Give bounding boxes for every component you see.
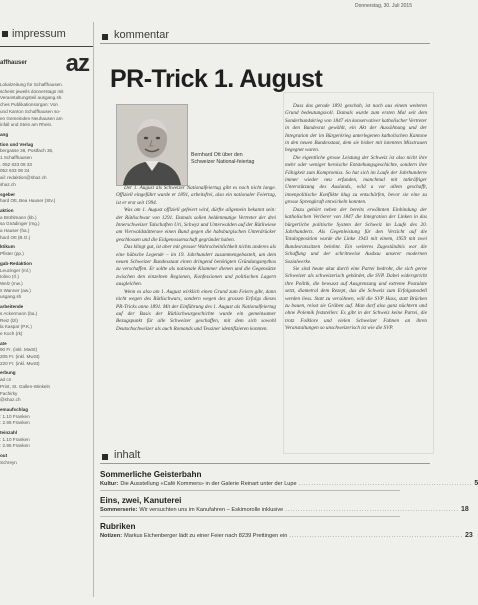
article-paragraph: Der 1. August als Schweizer Nationalfeiertag gibt es noch nicht lange. Offiziell eingeführt wurde er 1891, arbeitsfrei, also ein nationaler Feiertag, ist er erst seit 1994. (116, 185, 276, 206)
impressum-line: s Wanner (aw.) (0, 287, 31, 293)
impressum-line: . 052 633 08 33 (0, 161, 32, 167)
impressum-rule (0, 46, 93, 47)
impressum-line: erbung (0, 370, 16, 376)
square-bullet-icon (2, 31, 8, 37)
brand-logo-text: az (65, 50, 89, 77)
impressum-label: impressum (12, 28, 66, 40)
toc-keyword: Sommerserie: (100, 507, 138, 513)
toc-keyword: Notizen: (100, 533, 123, 539)
impressum-line: : 1.10 Franken (0, 436, 30, 442)
impressum-line: Welz (mw.) (0, 280, 23, 286)
impressum-line: out (0, 453, 8, 459)
impressum-line: gab-Redaktion (0, 260, 32, 266)
impressum-line: hard Ott (B.O.) (0, 234, 31, 240)
toc-title: Rubriken (100, 522, 136, 531)
impressum-line: Schreyn (0, 459, 17, 465)
article-paragraph: Sie sind heute akut durch eine Partei bedroht, die sich gerne Schweizer als schweizerisch gebärdet, die SVP. Dabei widerspricht ihre Politik, die bewusst auf Ausgrenzung und extreme Postulate setzt, diametral dem Rezept, das die Schweiz zum Erfolgsmodell werden liess. Statt zu versöhnen, will die SVP Hass, statt Brücken zu bauen, reisst sie Gräben auf. Man darf also ganz nüchtern und ohne Polemik feststellen: Es gibt in der Schweiz keine Partei, die trotz Folklore und vielen Schweizer Fahnen an ihren Veranstaltungen so unschweizerisch ist wie die SVP. (285, 265, 427, 332)
toc-keyword: Kultur: (100, 481, 119, 487)
toc-entry[interactable] (100, 506, 469, 514)
impressum-line: a Hauser (ha.) (0, 228, 30, 234)
brand-small-text: affhauser (0, 60, 28, 66)
impressum-line: Fachirky (0, 390, 18, 396)
square-bullet-icon (102, 454, 108, 460)
table-of-contents (100, 470, 478, 545)
article-body-right (285, 103, 427, 333)
impressum-line: Lokalzeitung für Schaffhausen. (0, 82, 63, 87)
article-headline: PR-Trick 1. August (110, 65, 323, 93)
impressum-brand (0, 52, 93, 76)
article-paragraph: Wenn es also am 1. August wirklich einen Grund zum Feiern gibt, dann nicht wegen des Rütlischwurs, sondern wegen des grossen Erfolgs dieses PR-Tricks anno 1891. Mit der Einführung des 1. August als Nationalfeiertag auf der Basis der Rütlischwurgeschichte wurde ein gemeinsamer Bezugspunkt für alle Schweizer geschaffen, mit dem sich sowohl Deutschschweizer als auch Romands und Tessiner identifizieren konnten. (116, 288, 276, 332)
impressum-line: a Brühlmann (kb.) (0, 214, 37, 220)
impressum-line: ang (0, 131, 9, 137)
impressum-line: hard Ott, Bea Hauser (Stv.) (0, 198, 56, 204)
impressum-line: e Koch (rk) (0, 330, 23, 336)
toc-entry[interactable] (100, 480, 478, 488)
impressum-line: ches Publikationsorgan: Von (0, 102, 58, 108)
impressum-line: usgang.sh (0, 294, 22, 300)
impressum-line: Print, St. Gallen-Winkeln (0, 383, 51, 389)
toc-section (100, 522, 473, 540)
impressum-line: : 2.95 Franken (0, 420, 30, 426)
impressum-line: Veranstaltungsteil ausgang.sh. (0, 95, 63, 101)
toc-separator (100, 490, 400, 491)
toc-description: Wir versuchten uns im Kanufahren – Eskimorolle inklusive (139, 507, 284, 513)
article-paragraph: Die eigentliche grosse Leistung der Schweiz ist also nicht ihre mehr oder weniger heroische Entstehungsgeschichte, sondern ihre Fähigkeit zum Kompromiss. So hat sich im Laufe der Jahrhunderte immer wieder neu erfunden, manchmal mit tatkräftiger Unterstützung des Auslands, wild a vor allem geschafft, innenpolitische Konflikte klug zu entschärfen, bevor sie eine zu grosse Sprengkraft entwickeln konnten. (285, 154, 427, 206)
impressum-header (2, 28, 66, 40)
impressum-line: aktion (0, 207, 14, 213)
impressum-line: 90 Fr. (inkl. MwSt) (0, 347, 38, 353)
toc-page-number: 18 (460, 506, 469, 513)
impressum-line: sa Gnädinger (mg.) (0, 221, 40, 227)
kommentar-rule (100, 43, 430, 44)
toc-leader-dots: .................................................................... (285, 507, 459, 513)
impressum-line: ad cn (0, 377, 12, 383)
kommentar-header (100, 28, 430, 50)
toc-separator (100, 516, 400, 517)
author-portrait-icon (117, 105, 187, 185)
impressum-line: scheint jeweils donnerstags mit (0, 88, 64, 94)
impressum-line: la Kaspar (P.K.) (0, 324, 32, 330)
toc-description: Markus Eichenberger lädt zu einer Feier nach 8239 Prettingen ein (124, 533, 288, 539)
impressum-line: ail: redaktion@shaz.ch (0, 175, 47, 181)
impressum-line: s Ackermann (ba.) (0, 310, 38, 316)
article-paragraph: Was am 1. August offiziell gefeiert wird, dürfte allgemein bekannt sein: der Rütlischwur von 1291. Damals sollen heldenmutige Vertreter der drei Innerschweizer Talschaften Uri, Schwyz und Unterwalden auf der Rütliwiese am Vierwaldstättersee einen Bund gegen die habsburgischen Unterdrücker geschlossen und die Eidgenossenschaft gegründet haben. (116, 207, 276, 243)
article-paragraph: Dass das gerade 1891 geschah, ist nach aus einem weiteren Grund bedeutungsvoll. Damals wurde zum ersten Mal seit dem Sonderbundskrieg von 1847 ein konservativer katholischer Vertreter in den Bundesrat gewählt, ein Akt der Aussöhnung und der Integration der im Bürgerkrieg unterlegenen katholischen Kantone in den neuen Bundesstaat, dem sie bisher mit latentem Misstrauen begegnet waren. (285, 103, 427, 154)
toc-leader-dots: .................................................................... (298, 481, 473, 487)
impressum-line: Reiz (lzl) (0, 317, 18, 323)
author-caption: Bernhard Ott über den Schweizer National-feiertag (191, 152, 255, 165)
toc-description: Die Ausstellung «Café Kommers» in der Galerie Reinart unter der Lupe (120, 481, 297, 487)
impressum-line: 205 Fr. (inkl. MwSt) (0, 354, 40, 360)
impressum-line: 052 633 08 34 (0, 168, 30, 174)
toc-entry[interactable] (100, 532, 473, 540)
impressum-line: und Kanton Schaffhausen so- (0, 108, 61, 114)
toc-leader-dots: .................................................................... (289, 533, 463, 539)
impressum-line: Leuzinger (ml.) (0, 267, 31, 273)
impressum-line: tion und Verlag (0, 141, 34, 147)
toc-page-number: 5 (474, 480, 478, 487)
impressum-line: Pfister (pp.) (0, 251, 24, 257)
impressum-line: ktikum (0, 244, 15, 250)
toc-section (100, 470, 478, 491)
article-body-left (116, 185, 276, 333)
impressum-line: bergasse 36, Postfach 36, (0, 148, 54, 154)
impressum-column (0, 22, 94, 597)
impressum-line: : 2.95 Franken (0, 443, 30, 449)
impressum-line: Iolivo (rl.) (0, 274, 19, 280)
impressum-line: 220 Fr. (inkl. MwSt) (0, 360, 40, 366)
impressum-line: @shaz.ch (0, 397, 21, 403)
impressum-line: arbeitende (0, 304, 24, 310)
date-line: Donnerstag, 30. Juli 2015 (355, 3, 412, 9)
impressum-line: teinzahl (0, 430, 18, 436)
square-bullet-icon (102, 34, 108, 40)
article-paragraph: Das klingt gut, ist aber mit grosser Wahrscheinlichkeit nichts anderes als eine hübsche Legende – im 19. Jahrhundert zusammengebastelt, um dem neuen Schweizer Bundesstaat einen dringend benötigten Gründungsmythos zu verschaffen. Er sollte als nationale Klammer dienen und die Gegensätze zwischen den einzelnen Regionen, Konfessionen und politischen Lagern ausgleichen. (116, 244, 276, 288)
impressum-line: infall und Stein am Rhein. (0, 122, 53, 128)
impressum-line: : 1.10 Franken (0, 413, 30, 419)
kommentar-label: kommentar (114, 29, 170, 41)
article-paragraph: Dazu gehört neben der bereits erwähnten Einbindung der katholischen Verlierer von 1847 die Integration der Linken in das bürgerliche politische System der Schweiz im Laufe des 20. Jahrhunderts. Als Gegenleistung für den Verzicht auf die Totalopposition wurde die Linke 1943 mit einem, 1959 mit zwei Bundesratssitzen belohnt. Ein weiteres Zugeständnis war die Schaffung und der schrittweise Ausbau unserer modernen Sozialwerke. (285, 206, 427, 265)
toc-page-number: 23 (465, 532, 473, 539)
impressum-line: shaz.ch (0, 181, 16, 187)
impressum-line: 1 Schaffhausen (0, 155, 32, 161)
toc-section (100, 496, 469, 517)
impressum-line: en Gemeinden Neuhausen am (0, 115, 63, 121)
inhalt-label: inhalt (114, 449, 141, 461)
toc-title: Sommerliche Geisterbahn (100, 470, 202, 479)
impressum-details (0, 82, 90, 467)
author-photo (116, 104, 188, 186)
inhalt-header (100, 448, 430, 468)
impressum-line: sgeber (0, 191, 16, 197)
impressum-line: ate (0, 340, 7, 346)
impressum-line: emaufschlag (0, 406, 29, 412)
toc-title: Eins, zwei, Kanuterei (100, 496, 182, 505)
inhalt-rule (100, 463, 430, 464)
